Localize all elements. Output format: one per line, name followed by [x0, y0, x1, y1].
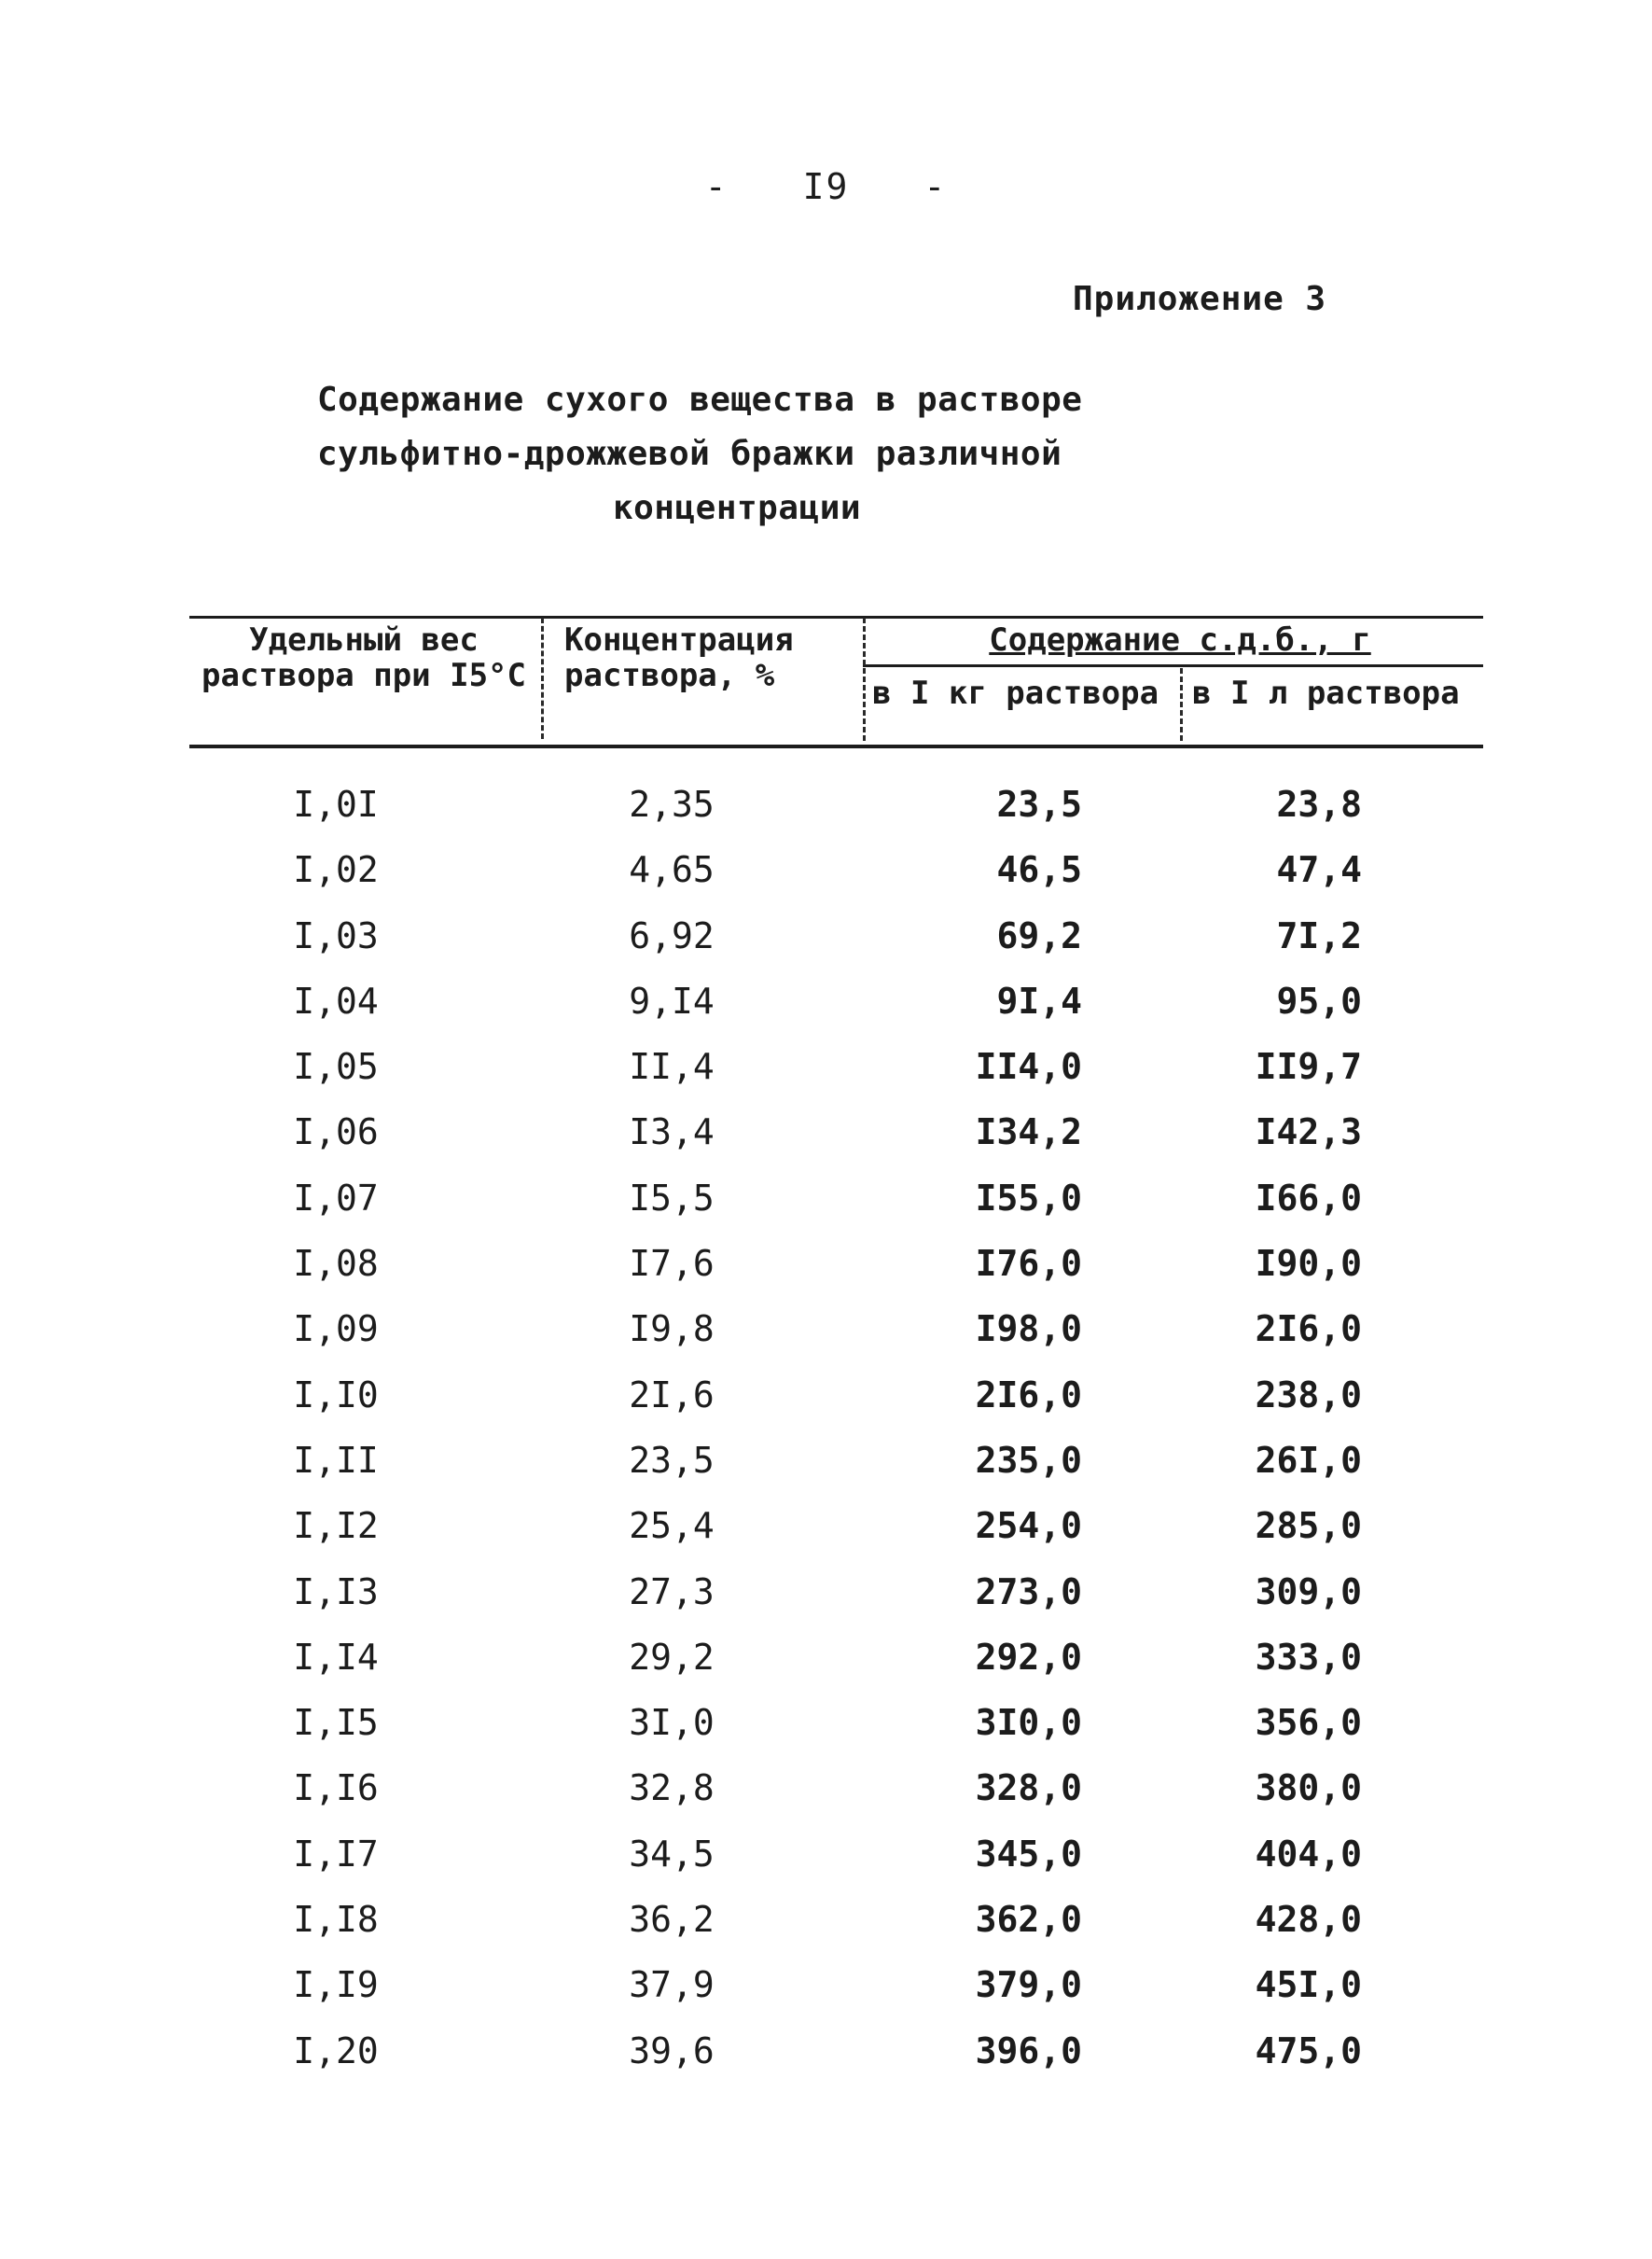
cell-per-kg: 2I6,0: [975, 1374, 1082, 1415]
cell-per-litre: 404,0: [1255, 1833, 1362, 1875]
cell-per-litre: 428,0: [1255, 1899, 1362, 1941]
cell-concentration: 6,92: [629, 914, 715, 956]
table-row: [0, 1432, 1652, 1498]
cell-per-kg: 328,0: [975, 1767, 1082, 1809]
cell-per-kg: 235,0: [975, 1439, 1082, 1481]
cell-per-litre: 23,8: [1276, 784, 1362, 825]
cell-concentration: 23,5: [629, 1439, 715, 1481]
table-row: [0, 908, 1652, 973]
table-row: [0, 1104, 1652, 1169]
cell-concentration: 39,6: [629, 2029, 715, 2071]
title-line-2: сульфитно-дрожжевой бражки различной: [317, 435, 1062, 473]
title-line-1: Содержание сухого вещества в растворе: [317, 381, 1083, 419]
cell-per-kg: 69,2: [996, 914, 1082, 956]
cell-specific-gravity: I,05: [293, 1046, 379, 1088]
cell-concentration: 2I,6: [629, 1374, 715, 1415]
cell-per-litre: 380,0: [1255, 1767, 1362, 1809]
cell-specific-gravity: I,I6: [293, 1767, 379, 1809]
cell-specific-gravity: I,0I: [293, 784, 379, 825]
cell-concentration: I9,8: [629, 1308, 715, 1350]
table-row: [0, 1564, 1652, 1629]
cell-per-kg: II4,0: [975, 1046, 1082, 1088]
cell-per-kg: 273,0: [975, 1570, 1082, 1612]
cell-per-litre: 26I,0: [1255, 1439, 1362, 1481]
cell-concentration: 25,4: [629, 1505, 715, 1547]
cell-per-kg: I98,0: [975, 1308, 1082, 1350]
header-concentration: Концентрация раствора, %: [564, 621, 794, 694]
table-row: [0, 1170, 1652, 1235]
table-row: [0, 1694, 1652, 1760]
cell-per-litre: 238,0: [1255, 1374, 1362, 1415]
cell-per-litre: 475,0: [1255, 2029, 1362, 2071]
table-row: [0, 1367, 1652, 1432]
cell-per-litre: I42,3: [1255, 1111, 1362, 1153]
cell-concentration: 27,3: [629, 1570, 715, 1612]
header-separator-3: [1180, 668, 1183, 741]
page-number: [0, 166, 1652, 207]
cell-concentration: 4,65: [629, 849, 715, 891]
cell-specific-gravity: I,06: [293, 1111, 379, 1153]
title-line-3: концентрации: [612, 489, 862, 527]
cell-concentration: 37,9: [629, 1964, 715, 2006]
cell-per-kg: 292,0: [975, 1636, 1082, 1678]
cell-per-kg: I76,0: [975, 1243, 1082, 1285]
table-row: [0, 1760, 1652, 1825]
cell-per-kg: 379,0: [975, 1964, 1082, 2006]
cell-specific-gravity: I,I7: [293, 1833, 379, 1875]
header-specific-gravity: Удельный вес раствора при I5°С: [201, 621, 526, 694]
cell-per-kg: I34,2: [975, 1111, 1082, 1153]
cell-per-litre: II9,7: [1255, 1046, 1362, 1088]
cell-concentration: 3I,0: [629, 1702, 715, 1744]
cell-specific-gravity: I,07: [293, 1177, 379, 1219]
table-row: [0, 1301, 1652, 1366]
cell-per-kg: 3I0,0: [975, 1702, 1082, 1744]
cell-per-kg: 254,0: [975, 1505, 1082, 1547]
cell-concentration: II,4: [629, 1046, 715, 1088]
page-dash-left: -: [704, 166, 729, 207]
table-row: [0, 1891, 1652, 1957]
cell-per-kg: 46,5: [996, 849, 1082, 891]
cell-specific-gravity: I,03: [293, 914, 379, 956]
cell-per-kg: 362,0: [975, 1899, 1082, 1941]
cell-per-litre: 285,0: [1255, 1505, 1362, 1547]
table-body: [0, 776, 1652, 2088]
cell-per-litre: 7I,2: [1276, 914, 1362, 956]
cell-specific-gravity: I,09: [293, 1308, 379, 1350]
cell-per-litre: 309,0: [1255, 1570, 1362, 1612]
appendix-label: Приложение 3: [1073, 280, 1327, 318]
header-per-litre: в I л раствора: [1192, 675, 1460, 712]
header-bottom-rule: [189, 745, 1483, 748]
cell-per-kg: 23,5: [996, 784, 1082, 825]
table-row: [0, 1629, 1652, 1694]
group-header-rule: [863, 664, 1483, 667]
cell-specific-gravity: I,02: [293, 849, 379, 891]
table-row: [0, 1498, 1652, 1563]
cell-specific-gravity: I,II: [293, 1439, 379, 1481]
header-separator-1: [541, 618, 544, 739]
cell-per-litre: 356,0: [1255, 1702, 1362, 1744]
cell-concentration: 2,35: [629, 784, 715, 825]
cell-per-kg: 9I,4: [996, 980, 1082, 1022]
cell-specific-gravity: I,I5: [293, 1702, 379, 1744]
cell-per-litre: 47,4: [1276, 849, 1362, 891]
cell-concentration: 29,2: [629, 1636, 715, 1678]
cell-specific-gravity: I,04: [293, 980, 379, 1022]
cell-concentration: 34,5: [629, 1833, 715, 1875]
cell-concentration: I7,6: [629, 1243, 715, 1285]
table-row: [0, 1039, 1652, 1104]
table-row: [0, 776, 1652, 842]
cell-specific-gravity: I,I0: [293, 1374, 379, 1415]
cell-specific-gravity: I,I2: [293, 1505, 379, 1547]
cell-concentration: I5,5: [629, 1177, 715, 1219]
cell-concentration: 32,8: [629, 1767, 715, 1809]
table-top-rule: [189, 616, 1483, 619]
cell-per-litre: I90,0: [1255, 1243, 1362, 1285]
cell-specific-gravity: I,08: [293, 1243, 379, 1285]
cell-per-kg: 345,0: [975, 1833, 1082, 1875]
cell-per-litre: 95,0: [1276, 980, 1362, 1022]
table-row: [0, 1826, 1652, 1891]
header-separator-2: [863, 618, 866, 741]
table-row: [0, 973, 1652, 1039]
page-number-value: I9: [802, 166, 850, 207]
cell-specific-gravity: I,I3: [293, 1570, 379, 1612]
table-row: [0, 842, 1652, 907]
header-dry-matter-content: Содержание с.д.б., г: [989, 621, 1371, 659]
page-dash-right: -: [923, 166, 948, 207]
cell-per-litre: 333,0: [1255, 1636, 1362, 1678]
table-title: [317, 373, 1101, 536]
cell-per-litre: I66,0: [1255, 1177, 1362, 1219]
cell-concentration: I3,4: [629, 1111, 715, 1153]
cell-per-kg: 396,0: [975, 2029, 1082, 2071]
cell-per-litre: 2I6,0: [1255, 1308, 1362, 1350]
cell-specific-gravity: I,I8: [293, 1899, 379, 1941]
cell-specific-gravity: I,I4: [293, 1636, 379, 1678]
cell-specific-gravity: I,I9: [293, 1964, 379, 2006]
cell-concentration: 9,I4: [629, 980, 715, 1022]
table-row: [0, 2023, 1652, 2088]
table-row: [0, 1957, 1652, 2022]
header-per-kg: в I кг раствора: [872, 675, 1159, 712]
cell-concentration: 36,2: [629, 1899, 715, 1941]
table-row: [0, 1235, 1652, 1301]
cell-specific-gravity: I,20: [293, 2029, 379, 2071]
cell-per-litre: 45I,0: [1255, 1964, 1362, 2006]
cell-per-kg: I55,0: [975, 1177, 1082, 1219]
